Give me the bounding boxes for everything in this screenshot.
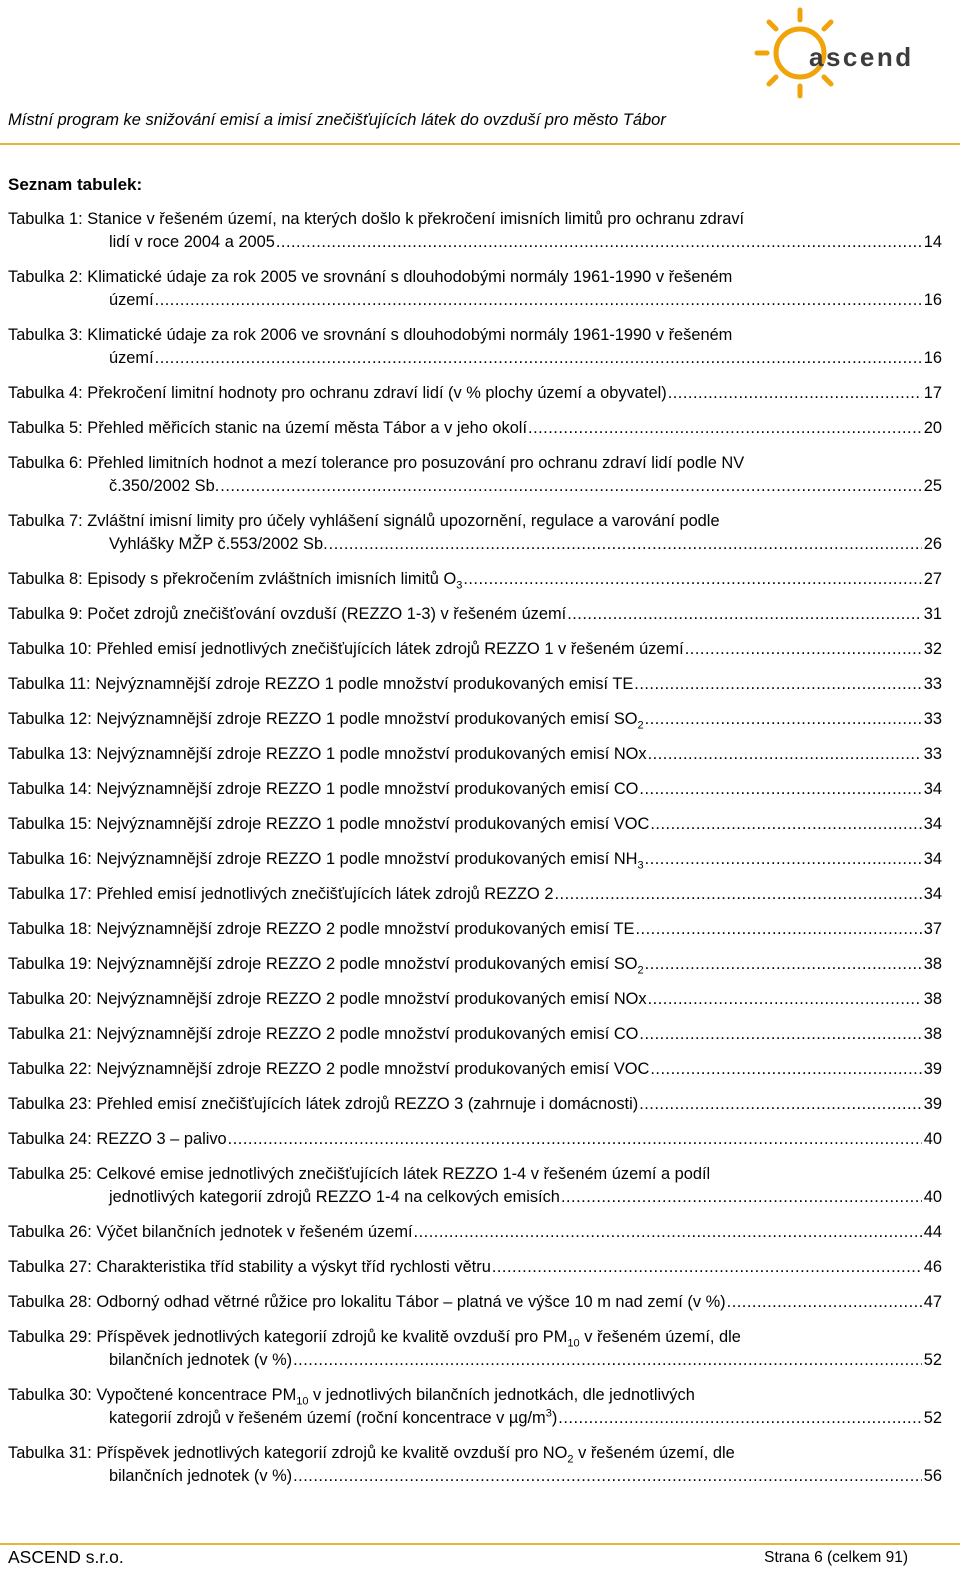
toc-entry-label: Tabulka 1: <box>8 210 83 228</box>
toc-entry[interactable] <box>8 208 942 254</box>
subscript: 2 <box>567 1453 574 1465</box>
toc-entry[interactable] <box>8 953 942 976</box>
dot-leader <box>639 778 921 801</box>
toc-entry-tail <box>8 568 462 591</box>
toc-entry-text: Výčet bilančních jednotek v řešeném území <box>96 1223 413 1241</box>
toc-entry-text: jednotlivých kategorií zdrojů REZZO 1-4 na celkových emisích <box>109 1188 560 1206</box>
toc-entry-page-number: 32 <box>923 640 942 658</box>
dot-leader <box>645 708 922 731</box>
toc-entry-page-number: 27 <box>923 570 942 588</box>
toc-entry-text: území <box>109 291 154 309</box>
toc-entry-text: REZZO 3 – palivo <box>96 1130 227 1148</box>
toc-entry-line <box>8 638 942 661</box>
toc-entry-line <box>8 1186 942 1209</box>
toc-entry-label: Tabulka 27: <box>8 1258 92 1276</box>
toc-entry-line <box>8 266 942 289</box>
toc-entry[interactable] <box>8 568 942 591</box>
toc-entry-label: Tabulka 8: <box>8 570 83 588</box>
toc-entry-tail <box>109 347 154 370</box>
toc-entry-text: Charakteristika tříd stability a výskyt tříd rychlosti větru <box>96 1258 491 1276</box>
toc-entry-page-number: 37 <box>923 920 942 938</box>
toc-entry-text: Vypočtené koncentrace PM <box>96 1386 297 1404</box>
toc-entry-label: Tabulka 3: <box>8 326 83 344</box>
dot-leader <box>685 638 922 661</box>
subscript: 10 <box>567 1337 580 1349</box>
toc-entry-line <box>8 347 942 370</box>
toc-entry-label: Tabulka 16: <box>8 850 92 868</box>
toc-entry-tail <box>109 475 219 498</box>
toc-entry[interactable] <box>8 1256 942 1279</box>
toc-entry-line <box>8 231 942 254</box>
toc-entry-line <box>8 883 942 906</box>
subscript: 3 <box>456 579 463 592</box>
dot-leader <box>155 347 922 370</box>
footer-rule <box>0 1543 960 1545</box>
toc-entry[interactable] <box>8 1442 942 1488</box>
toc-entry-line <box>8 1407 942 1430</box>
toc-entry-page-number: 17 <box>923 384 942 402</box>
toc-entry-text: Odborný odhad větrné růžice pro lokalitu Tábor – platná ve výšce 10 m nad zemí (v %) <box>96 1293 726 1311</box>
toc-entry-page-number: 38 <box>923 955 942 973</box>
toc-entry-text: Příspěvek jednotlivých kategorií zdrojů ke kvalitě ovzduší pro NO <box>96 1444 568 1462</box>
logo-text: ascend <box>809 42 914 72</box>
footer-page-info: Strana 6 (celkem 91) <box>764 1549 908 1566</box>
toc-entry-line <box>8 1221 942 1244</box>
toc-entry-page-number: 25 <box>923 477 942 495</box>
toc-entry-text: Nejvýznamnější zdroje REZZO 1 podle množství produkovaných emisí NOx <box>96 745 647 763</box>
toc-entry-page-number: 34 <box>923 780 942 798</box>
toc-entry-text: Přehled limitních hodnot a mezí tolerance pro posuzování pro ochranu zdraví lidí podle NV <box>87 454 745 472</box>
toc-entry[interactable] <box>8 266 942 312</box>
dot-leader <box>463 568 921 591</box>
dot-leader <box>414 1221 922 1244</box>
toc-entry-text: Nejvýznamnější zdroje REZZO 1 podle množství produkovaných emisí CO <box>96 780 639 798</box>
toc-entry-text: v řešeném území, dle <box>573 1444 735 1462</box>
toc-entry-label: Tabulka 20: <box>8 990 92 1008</box>
toc-entry-page-number: 20 <box>923 419 942 437</box>
toc-entry[interactable] <box>8 638 942 661</box>
toc-entry-line <box>8 382 942 405</box>
toc-entry[interactable] <box>8 988 942 1011</box>
toc-entry-label: Tabulka 26: <box>8 1223 92 1241</box>
toc-entry-label: Tabulka 9: <box>8 605 83 623</box>
toc-entry-label: Tabulka 30: <box>8 1386 92 1404</box>
toc-entry-label: Tabulka 10: <box>8 640 92 658</box>
toc-entry[interactable] <box>8 452 942 498</box>
toc-entry-tail <box>8 1058 649 1081</box>
toc-entry-label: Tabulka 29: <box>8 1328 92 1346</box>
toc-entry-label: Tabulka 12: <box>8 710 92 728</box>
toc-entry[interactable] <box>8 603 942 626</box>
dot-leader <box>650 1058 921 1081</box>
toc-entry[interactable] <box>8 1326 942 1372</box>
toc-entry-text: Klimatické údaje za rok 2006 ve srovnání s dlouhodobými normály 1961-1990 v řešeném <box>87 326 733 344</box>
subscript: 10 <box>296 1395 309 1407</box>
toc-entry-line <box>8 1023 942 1046</box>
toc-entry-line <box>8 289 942 312</box>
toc-entry-line <box>8 918 942 941</box>
toc-entry-label: Tabulka 25: <box>8 1165 92 1183</box>
footer-company: ASCEND s.r.o. <box>8 1547 124 1567</box>
toc-entry-line <box>8 568 942 591</box>
dot-leader <box>648 743 922 766</box>
toc-entry-line <box>8 1349 942 1372</box>
toc-entry-line <box>8 778 942 801</box>
toc-entry-text: Počet zdrojů znečišťování ovzduší (REZZO 1-3) v řešeném území <box>87 605 567 623</box>
dot-leader <box>554 883 921 906</box>
toc-entry[interactable] <box>8 510 942 556</box>
dot-leader <box>561 1186 922 1209</box>
dot-leader <box>645 953 922 976</box>
toc-entry-tail <box>8 1093 638 1116</box>
toc-entry-label: Tabulka 5: <box>8 419 83 437</box>
toc-entry[interactable] <box>8 708 942 731</box>
toc-entry-page-number: 39 <box>923 1060 942 1078</box>
toc-entry[interactable] <box>8 673 942 696</box>
toc-entry-tail <box>8 708 644 731</box>
toc-entry-text: Vyhlášky MŽP č.553/2002 Sb. <box>109 535 328 553</box>
toc-entry-text: území <box>109 349 154 367</box>
toc-entry-tail <box>8 778 638 801</box>
ascend-logo <box>745 0 930 118</box>
toc-entry-line <box>8 1093 942 1116</box>
toc-entry-label: Tabulka 11: <box>8 675 91 693</box>
toc-entry-line <box>8 603 942 626</box>
subscript: 2 <box>637 964 644 977</box>
dot-leader <box>492 1256 922 1279</box>
toc-entry-label: Tabulka 7: <box>8 512 83 530</box>
toc-entry-text: Nejvýznamnější zdroje REZZO 1 podle množství produkovaných emisí SO <box>96 710 638 728</box>
toc-entry-text: Nejvýznamnější zdroje REZZO 2 podle množství produkovaných emisí VOC <box>96 1060 650 1078</box>
toc-entry[interactable] <box>8 848 942 871</box>
toc-entry[interactable] <box>8 417 942 440</box>
toc-entry-text: lidí v roce 2004 a 2005 <box>109 233 275 251</box>
dot-leader <box>220 475 921 498</box>
dot-leader <box>648 988 922 1011</box>
toc-entry[interactable] <box>8 1128 942 1151</box>
toc-entry-text: Episody s překročením zvláštních imisních limitů O <box>87 570 457 588</box>
toc-entry-text: Stanice v řešeném území, na kterých došlo k překročení imisních limitů pro ochranu zdraví <box>87 210 745 228</box>
superscript: 3 <box>545 1407 552 1420</box>
toc-entry-text: Přehled emisí jednotlivých znečišťujících látek zdrojů REZZO 1 v řešeném území <box>96 640 684 658</box>
toc-entry-label: Tabulka 22: <box>8 1060 92 1078</box>
toc-entry-tail <box>8 603 566 626</box>
toc-entry-tail <box>8 673 633 696</box>
toc-entry-tail <box>8 743 647 766</box>
dot-leader <box>634 673 922 696</box>
toc-entry[interactable] <box>8 382 942 405</box>
toc-entry-line <box>8 953 942 976</box>
toc-entry-page-number: 16 <box>923 349 942 367</box>
toc-entry-label: Tabulka 31: <box>8 1444 92 1462</box>
toc-entry[interactable] <box>8 1163 942 1209</box>
toc-entry-label: Tabulka 21: <box>8 1025 92 1043</box>
toc-entry-page-number: 56 <box>923 1467 942 1485</box>
dot-leader <box>645 848 922 871</box>
dot-leader <box>727 1291 922 1314</box>
toc-entry-text: Přehled emisí jednotlivých znečišťujících látek zdrojů REZZO 2 <box>96 885 554 903</box>
toc-entry-line <box>8 813 942 836</box>
toc-entry-line <box>8 1256 942 1279</box>
toc-entry-line <box>8 743 942 766</box>
toc-entry-text: Nejvýznamnější zdroje REZZO 2 podle množství produkovaných emisí CO <box>96 1025 639 1043</box>
toc-entry-tail <box>8 918 634 941</box>
toc-entry[interactable] <box>8 324 942 370</box>
toc-entry-tail <box>109 289 154 312</box>
toc-entry-line <box>8 1465 942 1488</box>
dot-leader <box>293 1349 922 1372</box>
toc-entry-tail <box>109 533 328 556</box>
toc-entry-text: Nejvýznamnější zdroje REZZO 2 podle množství produkovaných emisí SO <box>96 955 638 973</box>
toc-entry-line <box>8 1442 942 1465</box>
list-heading: Seznam tabulek: <box>8 175 143 194</box>
toc-entry-label: Tabulka 28: <box>8 1293 92 1311</box>
toc-entry-label: Tabulka 24: <box>8 1130 92 1148</box>
toc-entry-line <box>8 848 942 871</box>
toc-entry-line <box>8 708 942 731</box>
toc-entry-tail <box>8 1221 413 1244</box>
toc-entry-tail <box>109 1465 292 1488</box>
toc-entry-label: Tabulka 18: <box>8 920 92 938</box>
toc-entry-label: Tabulka 13: <box>8 745 92 763</box>
toc-entry-page-number: 47 <box>923 1293 942 1311</box>
toc-entry-tail <box>8 382 667 405</box>
toc-entry-line <box>8 208 942 231</box>
toc-entry-line <box>8 510 942 533</box>
toc-entry-page-number: 40 <box>923 1188 942 1206</box>
toc-entry-label: Tabulka 19: <box>8 955 92 973</box>
dot-leader <box>329 533 922 556</box>
toc-entry-text: Nejvýznamnější zdroje REZZO 1 podle množství produkovaných emisí NH <box>96 850 638 868</box>
dot-leader <box>639 1093 922 1116</box>
toc-entry-line <box>8 533 942 556</box>
toc-entry-text: Zvláštní imisní limity pro účely vyhlášení signálů upozornění, regulace a varování podle <box>87 512 720 530</box>
toc-entry-tail <box>8 883 553 906</box>
toc-entry-text: bilančních jednotek (v %) <box>109 1467 293 1485</box>
toc-entry-line <box>8 673 942 696</box>
toc-entry-label: Tabulka 23: <box>8 1095 92 1113</box>
toc-entry-page-number: 44 <box>923 1223 942 1241</box>
toc-entry-tail <box>8 638 684 661</box>
toc-entry-line <box>8 324 942 347</box>
subscript: 3 <box>637 859 644 872</box>
toc-entry-tail <box>8 848 644 871</box>
dot-leader <box>668 382 922 405</box>
toc-entry-tail <box>109 1186 560 1209</box>
toc-entry-line <box>8 417 942 440</box>
toc-entry-tail <box>8 417 527 440</box>
toc-entry-line <box>8 1326 942 1349</box>
toc-entry-label: Tabulka 17: <box>8 885 92 903</box>
toc-entry[interactable] <box>8 1023 942 1046</box>
toc-entry-tail <box>8 1128 227 1151</box>
toc-entry-text: Přehled emisí znečišťujících látek zdrojů REZZO 3 (zahrnuje i domácnosti) <box>96 1095 639 1113</box>
toc-entry-page-number: 34 <box>923 885 942 903</box>
toc-entry-page-number: 33 <box>923 675 942 693</box>
toc-entry-page-number: 33 <box>923 745 942 763</box>
toc-entry[interactable] <box>8 1221 942 1244</box>
toc-entry-text: Přehled měřicích stanic na území města Tábor a v jeho okolí <box>87 419 528 437</box>
toc-entry-line <box>8 1291 942 1314</box>
toc-entry-tail <box>8 1256 491 1279</box>
dot-leader <box>528 417 922 440</box>
toc-entry-page-number: 16 <box>923 291 942 309</box>
toc-entry-page-number: 38 <box>923 990 942 1008</box>
toc-entry[interactable] <box>8 1384 942 1430</box>
dot-leader <box>558 1407 921 1430</box>
toc-entry-page-number: 46 <box>923 1258 942 1276</box>
toc-entry-text: v jednotlivých bilančních jednotkách, dle jednotlivých <box>308 1386 695 1404</box>
toc-entry-tail <box>8 953 644 976</box>
dot-leader <box>567 603 922 626</box>
header-rule <box>0 143 960 145</box>
toc-entry-page-number: 14 <box>923 233 942 251</box>
toc-entry-page-number: 34 <box>923 850 942 868</box>
toc-entry-line <box>8 1058 942 1081</box>
toc-entry-page-number: 40 <box>923 1130 942 1148</box>
toc-entry[interactable] <box>8 918 942 941</box>
toc-entry-label: Tabulka 4: <box>8 384 83 402</box>
toc-entry-page-number: 39 <box>923 1095 942 1113</box>
toc-entry-tail <box>8 1023 638 1046</box>
toc-entry-text: v řešeném území, dle <box>579 1328 741 1346</box>
toc-entry-line <box>8 475 942 498</box>
toc-entry-text: Příspěvek jednotlivých kategorií zdrojů ke kvalitě ovzduší pro PM <box>96 1328 568 1346</box>
toc-entry-line <box>8 988 942 1011</box>
toc-entry-page-number: 38 <box>923 1025 942 1043</box>
toc-entry-label: Tabulka 6: <box>8 454 83 472</box>
toc-entry-label: Tabulka 14: <box>8 780 92 798</box>
toc-entry-label: Tabulka 15: <box>8 815 92 833</box>
toc-entry-text: Nejvýznamnější zdroje REZZO 1 podle množství produkovaných emisí TE <box>95 675 634 693</box>
toc-entry-tail <box>109 1349 292 1372</box>
dot-leader <box>293 1465 922 1488</box>
toc-entry[interactable] <box>8 813 942 836</box>
toc-entry-text: Překročení limitní hodnoty pro ochranu zdraví lidí (v % plochy území a obyvatel) <box>87 384 667 402</box>
toc-entry-tail <box>8 988 647 1011</box>
toc-entry-line <box>8 1128 942 1151</box>
toc-entry-line <box>8 1384 942 1407</box>
document-title: Místní program ke snižování emisí a imisí znečišťujících látek do ovzduší pro město Tábor <box>8 111 666 129</box>
toc-entry-text: Nejvýznamnější zdroje REZZO 1 podle množství produkovaných emisí VOC <box>96 815 650 833</box>
toc-entry[interactable] <box>8 1291 942 1314</box>
toc-entry-text: Klimatické údaje za rok 2005 ve srovnání s dlouhodobými normály 1961-1990 v řešeném <box>87 268 733 286</box>
toc-entry-tail <box>8 813 649 836</box>
toc-entry-text: Nejvýznamnější zdroje REZZO 2 podle množství produkovaných emisí TE <box>96 920 635 938</box>
toc-entry-text: bilančních jednotek (v %) <box>109 1351 293 1369</box>
dot-leader <box>639 1023 921 1046</box>
toc-entry-text: kategorií zdrojů v řešeném území (roční koncentrace v µg/m <box>109 1409 546 1427</box>
toc-entry-text: Celkové emise jednotlivých znečišťujících látek REZZO 1-4 v řešeném území a podíl <box>96 1165 711 1183</box>
toc-entry-page-number: 33 <box>923 710 942 728</box>
dot-leader <box>635 918 921 941</box>
toc-entry-line <box>8 452 942 475</box>
toc-entry[interactable] <box>8 883 942 906</box>
toc-entry-tail <box>8 1291 726 1314</box>
toc-entry-text: ) <box>551 1409 558 1427</box>
toc-entry[interactable] <box>8 743 942 766</box>
toc-entry-text: Nejvýznamnější zdroje REZZO 2 podle množství produkovaných emisí NOx <box>96 990 647 1008</box>
toc-entry-page-number: 31 <box>923 605 942 623</box>
toc-entry[interactable] <box>8 1058 942 1081</box>
dot-leader <box>276 231 922 254</box>
dot-leader <box>228 1128 922 1151</box>
toc-entry-line <box>8 1163 942 1186</box>
toc-entry-page-number: 52 <box>923 1409 942 1427</box>
table-of-tables <box>8 208 942 1500</box>
toc-entry-label: Tabulka 2: <box>8 268 83 286</box>
toc-entry-tail <box>109 1407 557 1430</box>
subscript: 2 <box>637 719 644 732</box>
toc-entry-tail <box>109 231 275 254</box>
dot-leader <box>155 289 922 312</box>
toc-entry-page-number: 26 <box>923 535 942 553</box>
toc-entry[interactable] <box>8 778 942 801</box>
toc-entry[interactable] <box>8 1093 942 1116</box>
dot-leader <box>650 813 921 836</box>
toc-entry-page-number: 52 <box>923 1351 942 1369</box>
toc-entry-page-number: 34 <box>923 815 942 833</box>
toc-entry-text: č.350/2002 Sb. <box>109 477 220 495</box>
